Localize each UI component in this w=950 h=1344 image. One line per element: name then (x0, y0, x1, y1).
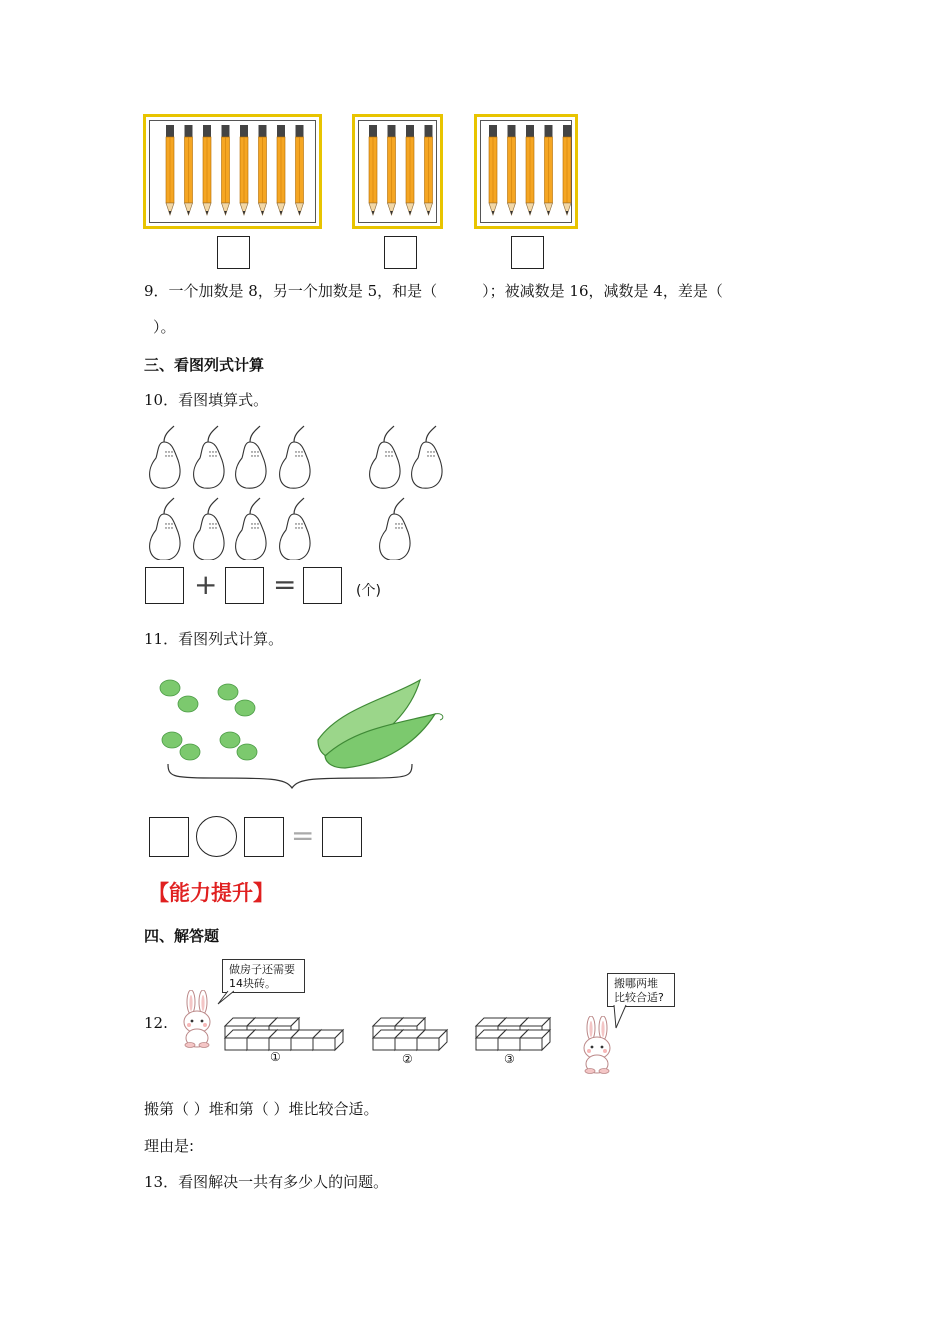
pencil-icon (259, 125, 267, 215)
q11-box1[interactable] (149, 817, 189, 857)
q13-title: 13．看图解决一共有多少人的问题。 (144, 1173, 389, 1191)
q9-line2: ）。 (138, 318, 176, 336)
bean-icon (162, 732, 182, 748)
pile-label-1: ① (270, 1050, 281, 1064)
bean-icon (218, 684, 238, 700)
q10-addend2-box[interactable] (225, 567, 264, 604)
q10-addend1-box[interactable] (145, 567, 184, 604)
pencils-5-icon (485, 125, 575, 223)
answer-box-8[interactable] (217, 236, 250, 269)
pencil-icon (203, 125, 211, 215)
pencil-icon (508, 125, 516, 215)
q11-box3[interactable] (322, 817, 362, 857)
pencil-icon (185, 125, 193, 215)
pencil-frame-8 (143, 114, 322, 229)
brick-icon (417, 1030, 447, 1050)
brick-icon (520, 1030, 550, 1050)
answer-box-5[interactable] (511, 236, 544, 269)
equals-sign-q11: = (291, 819, 315, 852)
section-4-title: 四、解答题 (144, 927, 220, 945)
pear-icon (412, 426, 442, 488)
bubble-left-text: 做房子还需要14块砖。 (229, 963, 295, 990)
brick-piles-illustration (220, 1012, 560, 1054)
pencil-icon (526, 125, 534, 215)
pencil-icon (222, 125, 230, 215)
operator-circle[interactable] (196, 816, 237, 857)
section-3-title: 三、看图列式计算 (144, 356, 265, 374)
pear-icon (194, 426, 224, 488)
pencil-icon (277, 125, 285, 215)
q12-reason-label: 理由是: (144, 1137, 195, 1155)
pencil-icon (388, 125, 396, 215)
pear-icon (236, 498, 266, 560)
pear-icon (280, 426, 310, 488)
brace-icon (168, 764, 412, 788)
bubble-left-tail (214, 990, 234, 1006)
q11-title: 11．看图列式计算。 (144, 630, 284, 648)
pears-illustration (140, 420, 460, 560)
pear-icon (380, 498, 410, 560)
pear-icon (194, 498, 224, 560)
pencil-icon (369, 125, 377, 215)
pear-icon (280, 498, 310, 560)
rabbit-right-icon (578, 1016, 616, 1074)
unit-label: (个) (356, 583, 381, 599)
pear-icon (150, 498, 180, 560)
pencil-icon (166, 125, 174, 215)
equals-sign: = (273, 568, 297, 601)
pear-icon (150, 426, 180, 488)
q12-answer-line: 搬第（ ）堆和第（ ）堆比较合适。 (144, 1100, 379, 1118)
pencil-frame-4 (352, 114, 443, 229)
pear-icon (370, 426, 400, 488)
pencil-frame-5 (474, 114, 578, 229)
pear-icon (236, 426, 266, 488)
bubble-left (222, 959, 305, 993)
ability-heading: 【能力提升】 (148, 881, 274, 905)
pencil-icon (425, 125, 433, 215)
bean-icon (180, 744, 200, 760)
q10-title: 10．看图填算式。 (144, 391, 269, 409)
bean-icon (160, 680, 180, 696)
q11-box2[interactable] (244, 817, 284, 857)
q12-number: 12. (144, 1014, 168, 1032)
bean-icon (235, 700, 255, 716)
pencil-icon (545, 125, 553, 215)
rabbit-left-icon (178, 990, 216, 1048)
bean-icon (220, 732, 240, 748)
answer-box-4[interactable] (384, 236, 417, 269)
q10-sum-box[interactable] (303, 567, 342, 604)
bubble-right (607, 973, 675, 1007)
bean-icon (237, 744, 257, 760)
rabbit-icon (584, 1016, 610, 1074)
rabbit-icon (184, 990, 210, 1048)
pencil-icon (563, 125, 571, 215)
q9-line1: 9．一个加数是 8，另一个加数是 5，和是（ ）；被减数是 16，减数是 4，差是（ (144, 282, 723, 300)
bubble-right-text: 搬哪两堆比较合适? (614, 977, 664, 1004)
plus-sign: + (194, 568, 218, 601)
pile-label-3: ③ (504, 1052, 515, 1066)
pencil-icon (406, 125, 414, 215)
pile-label-2: ② (402, 1052, 413, 1066)
pencil-icon (240, 125, 248, 215)
pencil-icon (489, 125, 497, 215)
pea-pod-icon (318, 680, 443, 768)
pencil-icon (296, 125, 304, 215)
pencils-4-icon (365, 125, 435, 223)
bean-icon (178, 696, 198, 712)
beans-illustration (150, 668, 450, 793)
brick-icon (313, 1030, 343, 1050)
pencils-8-icon (162, 125, 307, 223)
